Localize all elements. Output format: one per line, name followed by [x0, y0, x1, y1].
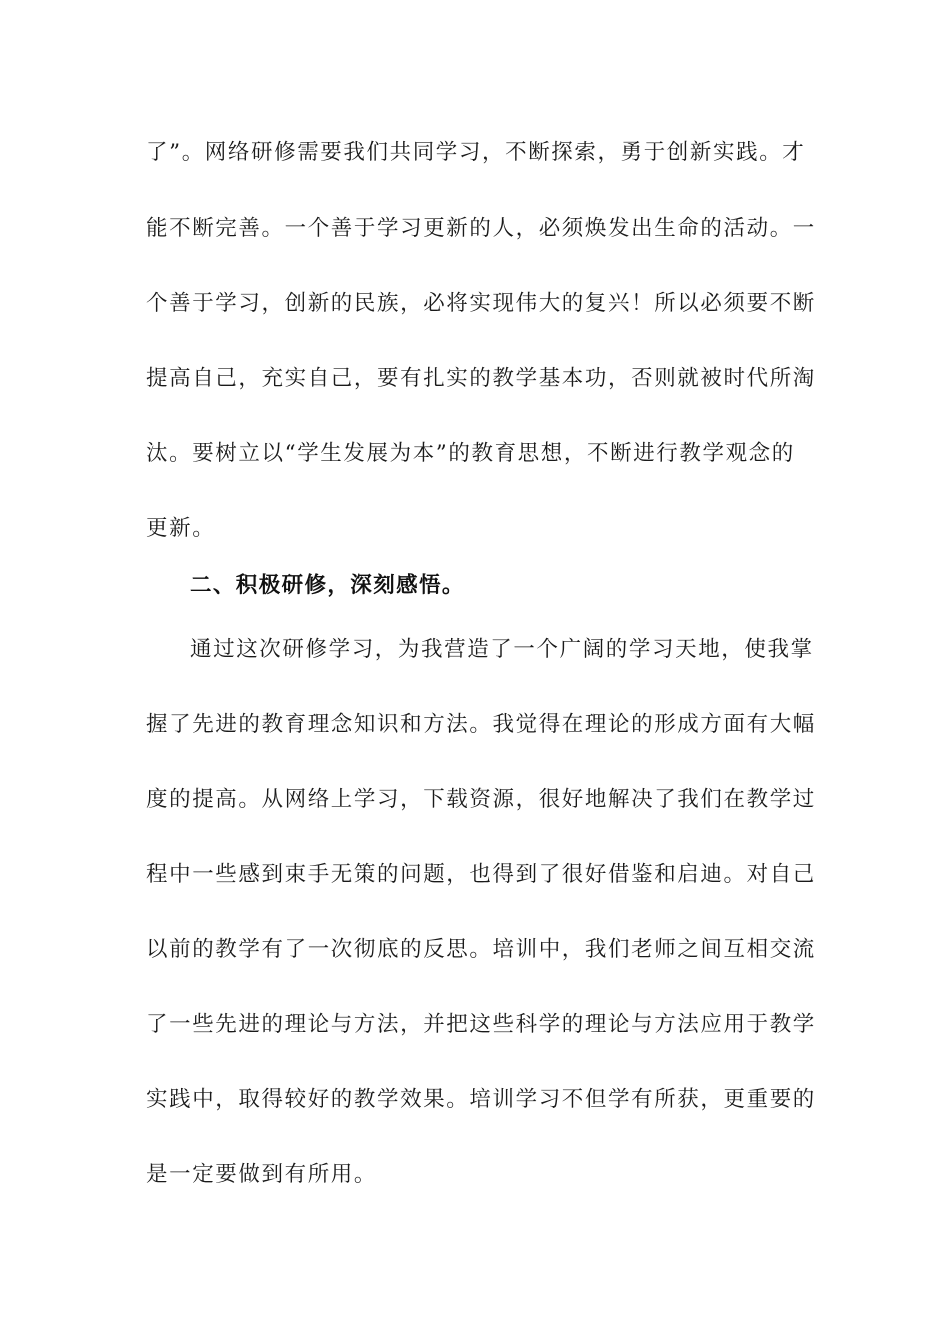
paragraph1-line-6: 更新。 [146, 516, 216, 541]
paragraph2-line-7: 实践中，取得较好的教学效果。培训学习不但学有所获，更重要的 [146, 1087, 816, 1112]
paragraph1-line-3: 个善于学习，创新的民族，必将实现伟大的复兴！所以必须要不断 [146, 291, 816, 316]
paragraph1-line-5: 汰。要树立以“学生发展为本”的教育思想，不断进行教学观念的 [146, 441, 795, 466]
paragraph2-line-3: 度的提高。从网络上学习，下载资源，很好地解决了我们在教学过 [146, 787, 816, 812]
paragraph1-line-2: 能不断完善。一个善于学习更新的人，必须焕发出生命的活动。一 [146, 216, 816, 241]
paragraph2-line-6: 了一些先进的理论与方法，并把这些科学的理论与方法应用于教学 [146, 1012, 816, 1037]
paragraph2-line-4: 程中一些感到束手无策的问题，也得到了很好借鉴和启迪。对自己 [146, 862, 816, 887]
paragraph1-line-4: 提高自己，充实自己，要有扎实的教学基本功，否则就被时代所淘 [146, 366, 816, 391]
section-heading: 二、积极研修，深刻感悟。 [190, 573, 465, 598]
paragraph2-line-8: 是一定要做到有所用。 [146, 1162, 378, 1187]
paragraph2-line-2: 握了先进的教育理念知识和方法。我觉得在理论的形成方面有大幅 [146, 712, 816, 737]
paragraph1-line-1: 了”。网络研修需要我们共同学习，不断探索，勇于创新实践。才 [146, 140, 806, 165]
paragraph2-line-5: 以前的教学有了一次彻底的反思。培训中，我们老师之间互相交流 [146, 937, 816, 962]
paragraph2-line-1: 通过这次研修学习，为我营造了一个广阔的学习天地，使我掌 [190, 637, 814, 662]
